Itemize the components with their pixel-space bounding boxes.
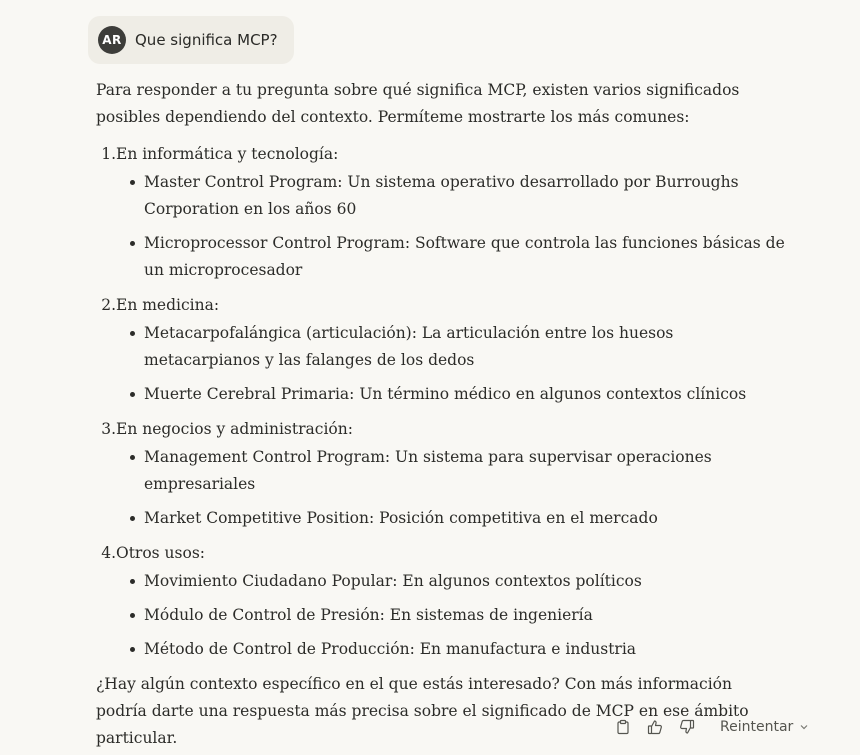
copy-button[interactable] xyxy=(610,714,636,740)
thumbs-up-icon xyxy=(647,719,663,735)
meaning-list xyxy=(96,141,786,663)
bullet-icon xyxy=(126,320,144,374)
bullet-icon xyxy=(126,169,144,223)
thumbs-up-button[interactable] xyxy=(642,714,668,740)
bullet-item: Muerte Cerebral Primaria: Un término médico en algunos contextos clínicos xyxy=(96,381,786,408)
bullet-item: Microprocessor Control Program: Software que controla las funciones básicas de un microprocesador xyxy=(96,230,786,284)
bullet-item: Market Competitive Position: Posición competitiva en el mercado xyxy=(96,505,786,532)
list-item xyxy=(96,540,786,663)
sub-list xyxy=(96,444,786,532)
clipboard-icon xyxy=(615,719,631,735)
bullet-icon xyxy=(126,230,144,284)
avatar: AR xyxy=(98,26,126,54)
section-heading: Otros usos: xyxy=(116,544,206,562)
bullet-item: Metacarpofalángica (articulación): La articulación entre los huesos metacarpianos y las falanges de los dedos xyxy=(96,320,786,374)
bullet-item: Master Control Program: Un sistema operativo desarrollado por Burroughs Corporation en los años 60 xyxy=(96,169,786,223)
message-actions xyxy=(610,714,809,740)
section-heading: En informática y tecnología: xyxy=(116,145,339,163)
sub-list xyxy=(96,568,786,663)
bullet-icon xyxy=(126,602,144,629)
bullet-item: Movimiento Ciudadano Popular: En algunos contextos políticos xyxy=(96,568,786,595)
sub-list xyxy=(96,169,786,284)
section-heading: En negocios y administración: xyxy=(116,420,353,438)
list-item xyxy=(96,416,786,532)
bullet-icon xyxy=(126,444,144,498)
sub-list xyxy=(96,320,786,408)
retry-button[interactable] xyxy=(720,719,809,735)
bullet-icon xyxy=(126,381,144,408)
response-closing: ¿Hay algún contexto específico en el que estás interesado? Con más información podría darte una respuesta más precisa sobre el significado de MCP en ese ámbito particular. xyxy=(96,675,749,747)
bullet-icon xyxy=(126,505,144,532)
bullet-icon xyxy=(126,568,144,595)
user-message-bubble xyxy=(88,16,294,64)
section-heading: En medicina: xyxy=(116,296,220,314)
bullet-item: Método de Control de Producción: En manufactura e industria xyxy=(96,636,786,663)
thumbs-down-icon xyxy=(679,719,695,735)
assistant-response xyxy=(96,77,786,752)
list-number: 1. xyxy=(101,145,116,163)
list-number: 4. xyxy=(101,544,116,562)
list-item xyxy=(96,292,786,408)
user-message-text: Que significa MCP? xyxy=(135,31,278,49)
list-number: 3. xyxy=(101,420,116,438)
retry-label: Reintentar xyxy=(720,719,794,735)
bullet-icon xyxy=(126,636,144,663)
bullet-item: Management Control Program: Un sistema para supervisar operaciones empresariales xyxy=(96,444,786,498)
chevron-down-icon xyxy=(799,722,809,732)
list-item xyxy=(96,141,786,284)
bullet-item: Módulo de Control de Presión: En sistemas de ingeniería xyxy=(96,602,786,629)
response-intro: Para responder a tu pregunta sobre qué significa MCP, existen varios significados posibles dependiendo del contexto. Permíteme mostrarte los más comunes: xyxy=(96,81,740,126)
list-number: 2. xyxy=(101,296,116,314)
thumbs-down-button[interactable] xyxy=(674,714,700,740)
